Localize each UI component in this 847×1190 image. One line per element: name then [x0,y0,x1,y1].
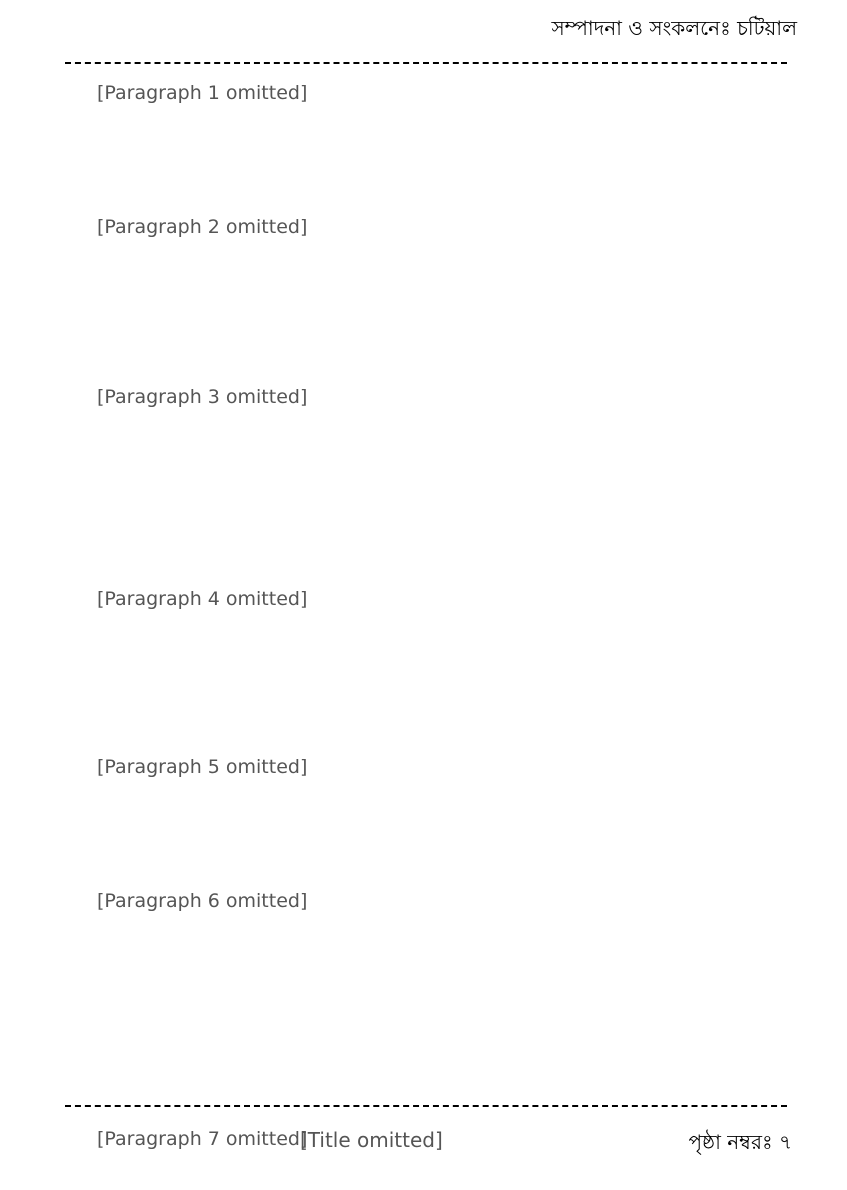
bottom-divider [65,1105,787,1107]
top-divider [65,62,787,64]
story-body [55,76,797,1190]
paragraph: [Paragraph 7 omitted] [97,1128,308,1150]
paragraph: [Paragraph 4 omitted] [97,588,308,610]
footer-title: [Title omitted] [300,1128,443,1152]
paragraph: [Paragraph 1 omitted] [97,82,308,104]
editor-credit: সম্পাদনা ও সংকলনেঃ চটিয়াল [551,16,797,40]
paragraph: [Paragraph 6 omitted] [97,890,308,912]
paragraph: [Paragraph 5 omitted] [97,756,308,778]
page-number: পৃষ্ঠা নম্বরঃ ৭ [688,1130,792,1154]
paragraph: [Paragraph 3 omitted] [97,386,308,408]
paragraph: [Paragraph 2 omitted] [97,216,308,238]
